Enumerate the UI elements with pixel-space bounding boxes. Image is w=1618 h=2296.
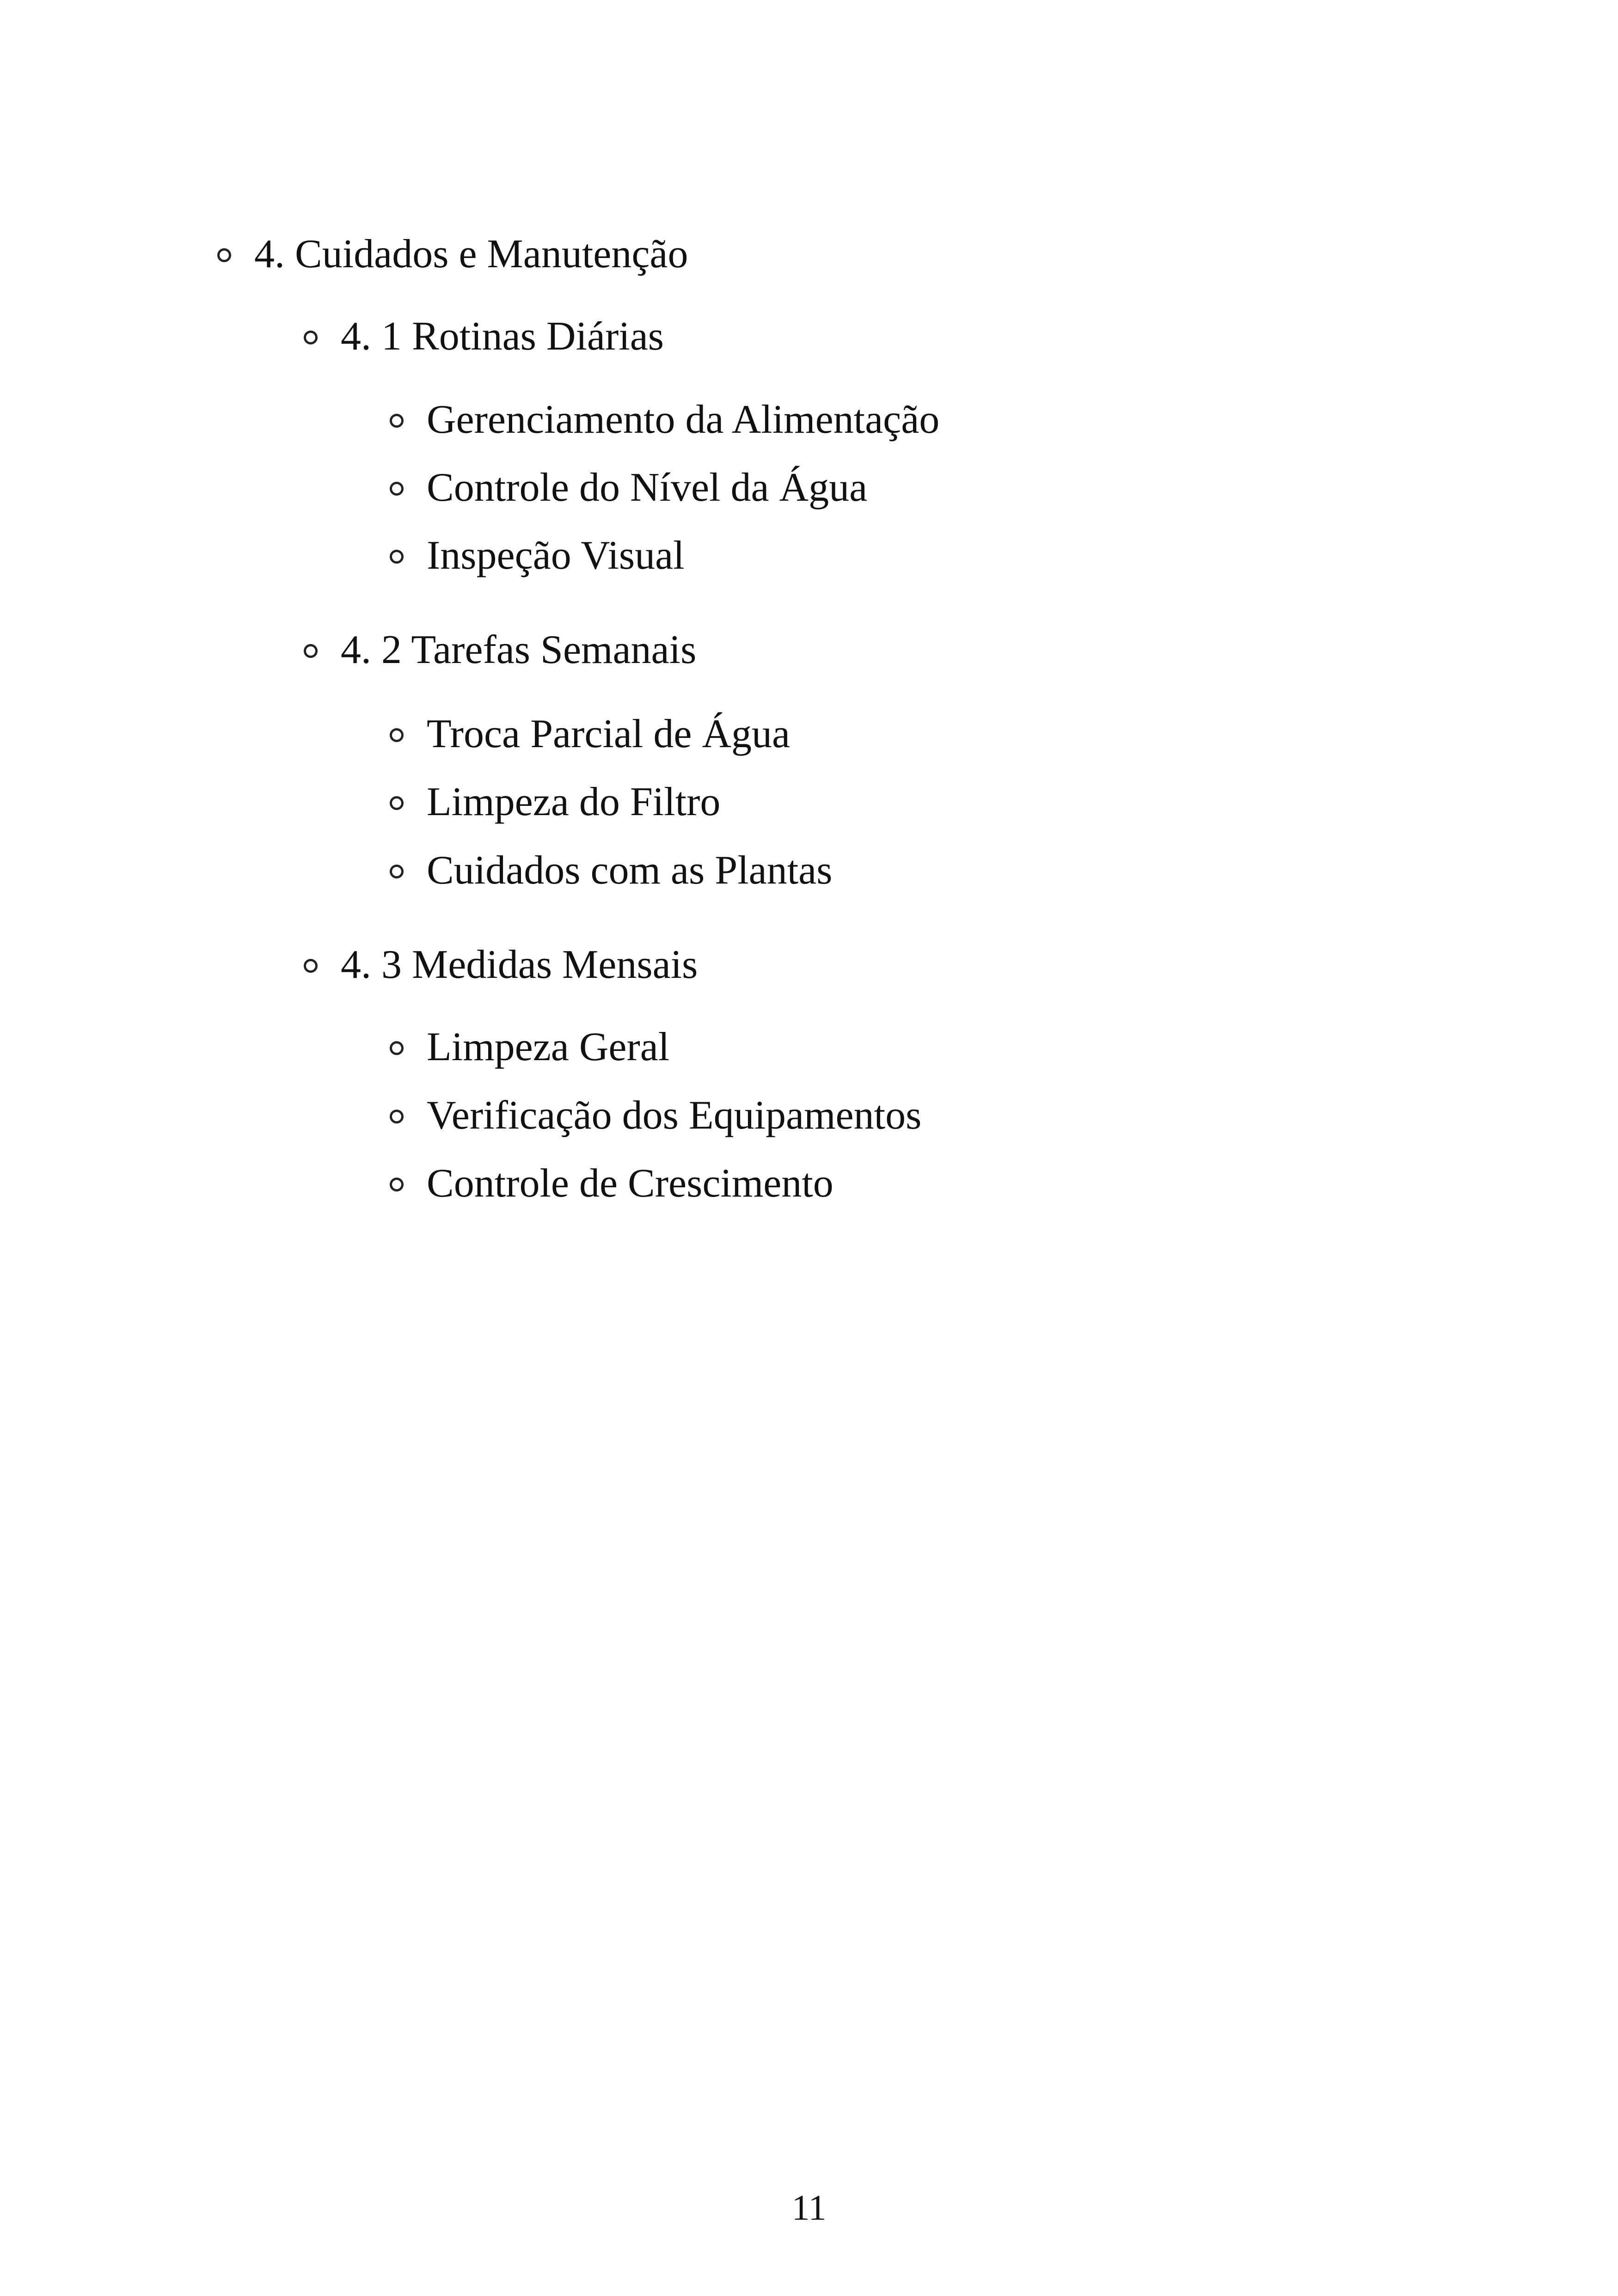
outline-list-item bbox=[390, 1019, 669, 1075]
hollow-circle-bullet-icon bbox=[390, 796, 404, 810]
list-item-label: Limpeza Geral bbox=[427, 1025, 670, 1069]
outline-list-item bbox=[390, 528, 685, 583]
list-item-label: Cuidados com as Plantas bbox=[427, 848, 833, 893]
outline-list-item bbox=[390, 706, 790, 762]
page-number: 11 bbox=[791, 2187, 827, 2228]
hollow-circle-bullet-icon bbox=[390, 1041, 404, 1055]
outline-list-item bbox=[390, 1156, 834, 1211]
outline-item-section-4 bbox=[217, 227, 688, 282]
hollow-circle-bullet-icon bbox=[390, 482, 404, 496]
hollow-circle-bullet-icon bbox=[390, 550, 404, 564]
hollow-circle-bullet-icon bbox=[390, 414, 404, 428]
subsection-heading: 4. 3 Medidas Mensais bbox=[341, 942, 698, 987]
list-item-label: Controle do Nível da Água bbox=[427, 465, 868, 510]
hollow-circle-bullet-icon bbox=[390, 1178, 404, 1191]
hollow-circle-bullet-icon bbox=[304, 331, 318, 344]
outline-item-subsection-4-1 bbox=[304, 309, 664, 364]
list-item-label: Gerenciamento da Alimentação bbox=[427, 397, 940, 442]
list-item-label: Inspeção Visual bbox=[427, 533, 685, 578]
outline-list-item bbox=[390, 460, 867, 516]
outline-list-item bbox=[390, 392, 939, 448]
hollow-circle-bullet-icon bbox=[390, 728, 404, 742]
hollow-circle-bullet-icon bbox=[390, 865, 404, 878]
outline-list-item bbox=[390, 1088, 921, 1143]
hollow-circle-bullet-icon bbox=[390, 1110, 404, 1123]
list-item-label: Troca Parcial de Água bbox=[427, 712, 791, 756]
subsection-heading: 4. 1 Rotinas Diárias bbox=[341, 314, 664, 359]
list-item-label: Verificação dos Equipamentos bbox=[427, 1093, 922, 1138]
hollow-circle-bullet-icon bbox=[217, 248, 231, 262]
section-heading: 4. Cuidados e Manutenção bbox=[254, 232, 688, 276]
subsection-heading: 4. 2 Tarefas Semanais bbox=[341, 627, 697, 672]
outline-list-item bbox=[390, 843, 832, 898]
list-item-label: Limpeza do Filtro bbox=[427, 780, 721, 824]
outline-list-item bbox=[390, 774, 720, 830]
hollow-circle-bullet-icon bbox=[304, 959, 318, 973]
outline-item-subsection-4-2 bbox=[304, 622, 696, 678]
list-item-label: Controle de Crescimento bbox=[427, 1161, 834, 1206]
outline-item-subsection-4-3 bbox=[304, 937, 698, 993]
hollow-circle-bullet-icon bbox=[304, 644, 318, 658]
